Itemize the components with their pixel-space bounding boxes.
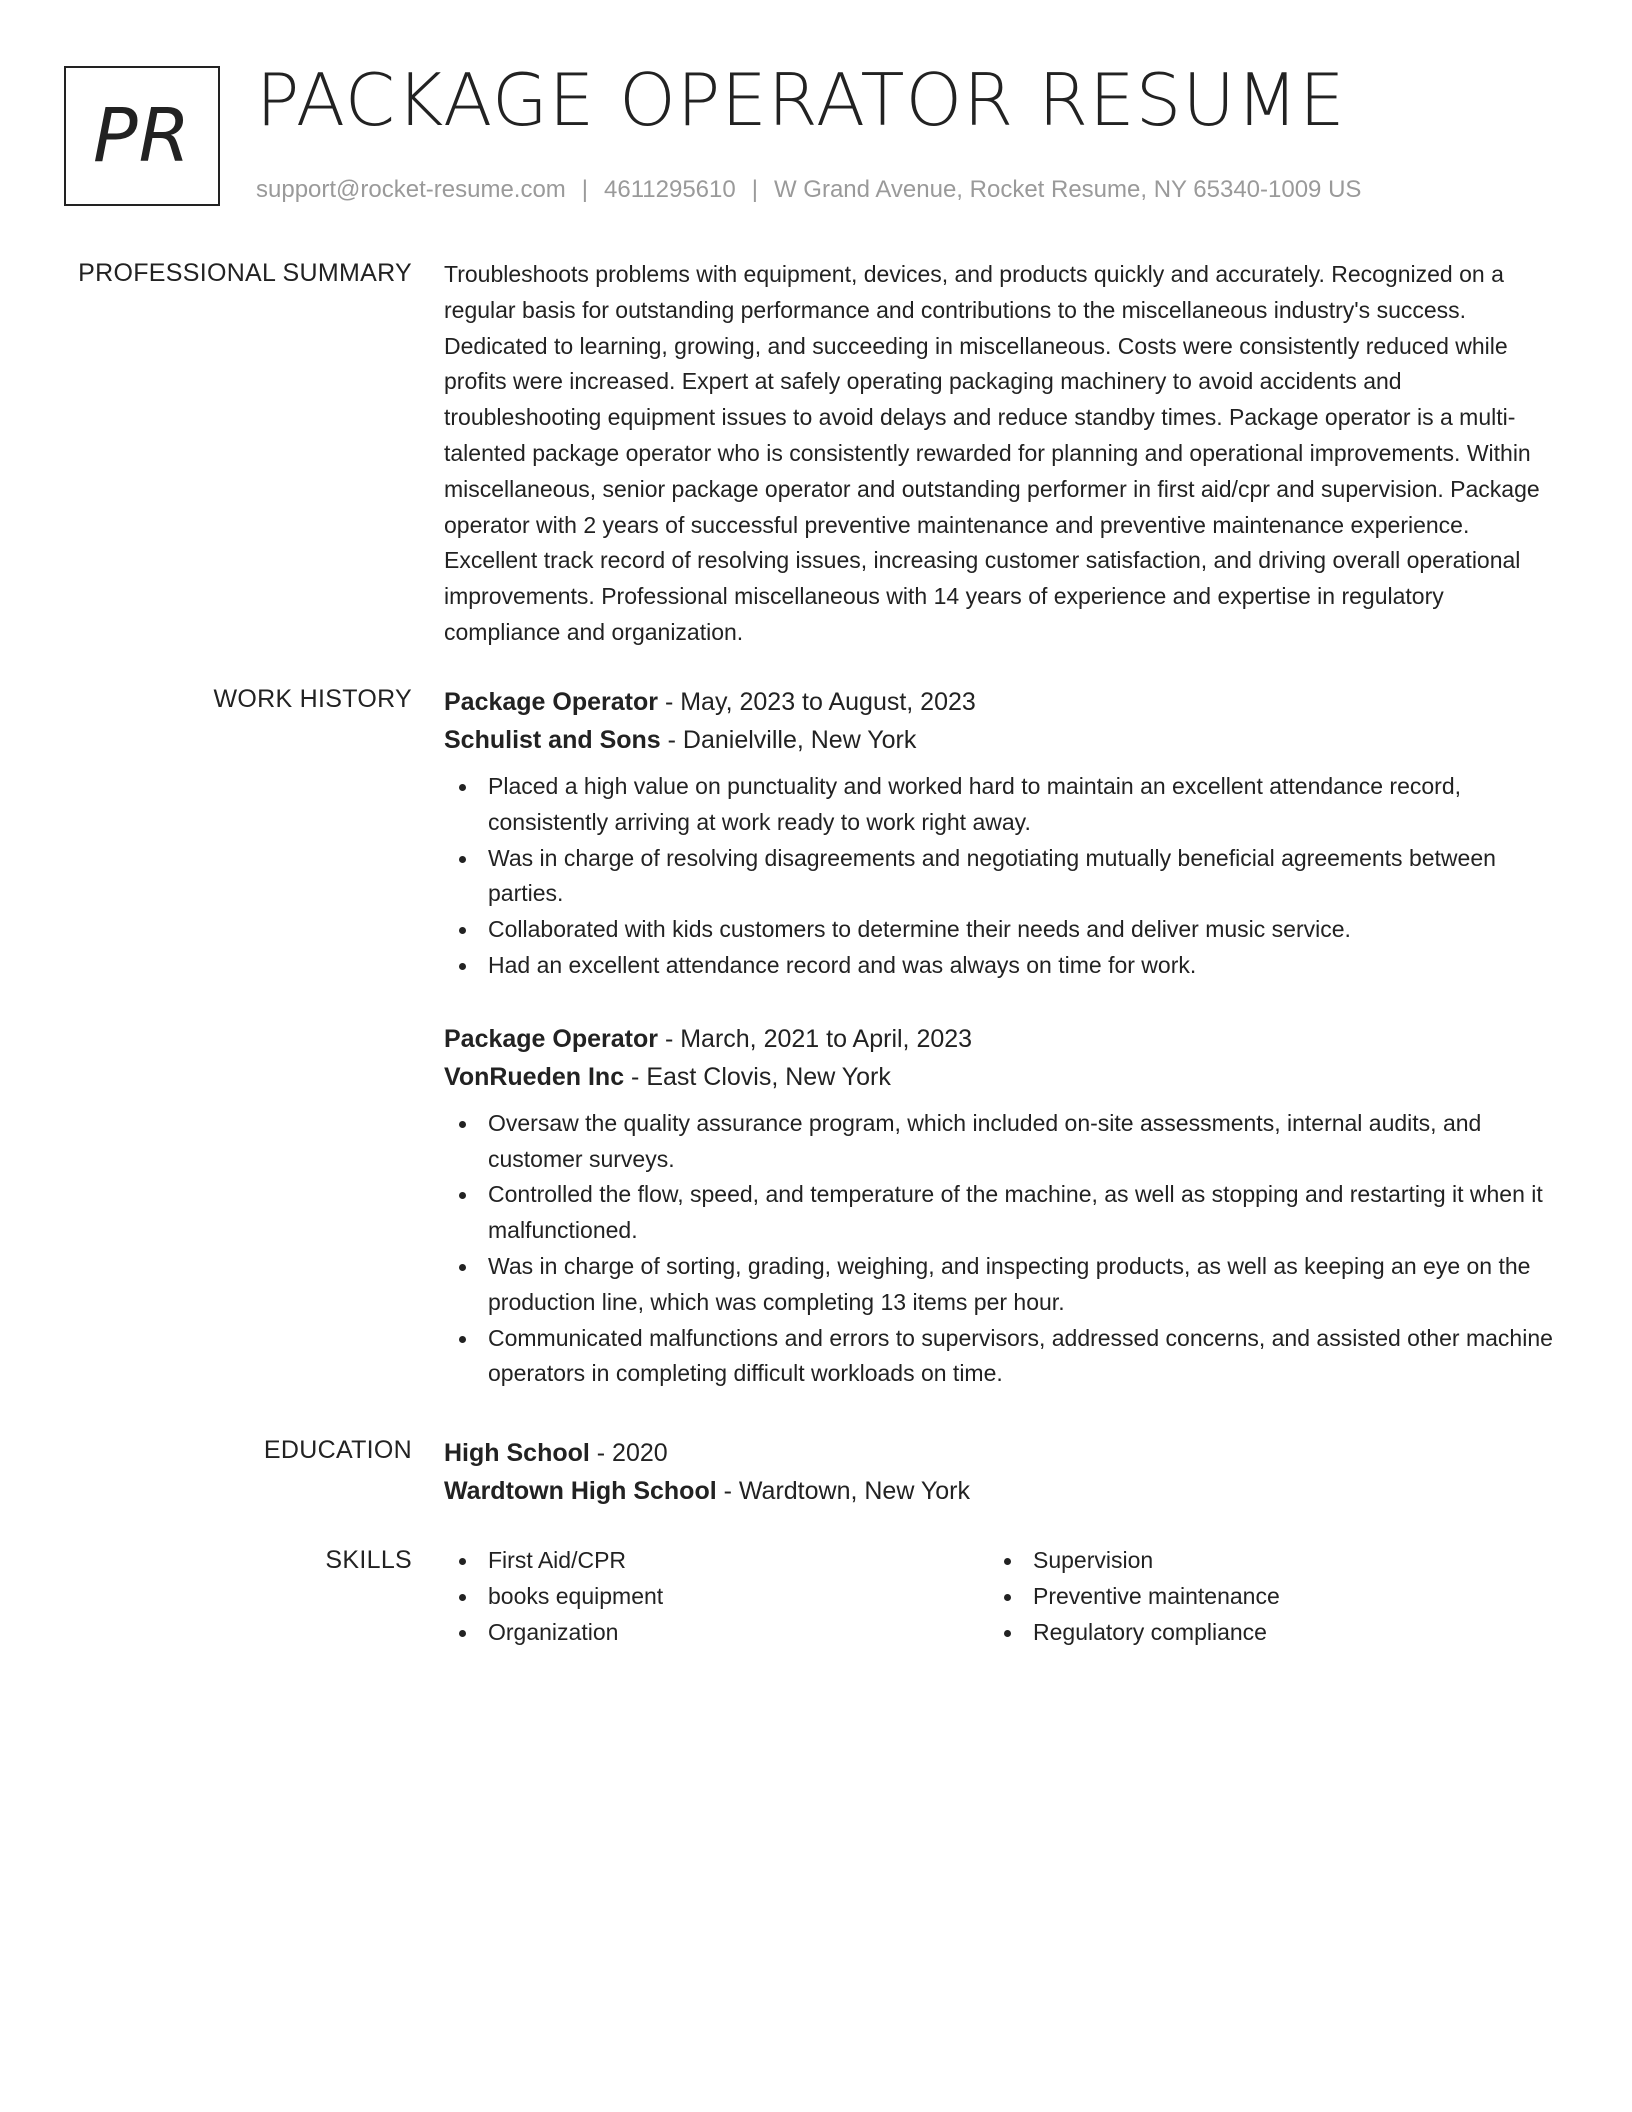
skills-body xyxy=(444,1543,1558,1650)
job-title: Package Operator xyxy=(444,1024,658,1053)
skill-item: Supervision xyxy=(989,1543,1534,1579)
skill-item: books equipment xyxy=(444,1579,989,1615)
monogram-box xyxy=(64,66,220,206)
job-bullet: Controlled the flow, speed, and temperature of the machine, as well as stopping and restarting it when it malfunctioned. xyxy=(444,1177,1558,1249)
skill-item: Organization xyxy=(444,1615,989,1651)
job-title-line xyxy=(444,1020,1558,1058)
contact-address: W Grand Avenue, Rocket Resume, NY 65340-1009 US xyxy=(773,176,1362,203)
job-location: - Danielville, New York xyxy=(660,726,917,754)
job-bullet: Had an excellent attendance record and was always on time for work. xyxy=(444,948,1558,984)
contact-separator: | xyxy=(581,176,589,203)
skill-item: Regulatory compliance xyxy=(989,1615,1534,1651)
education-label: EDUCATION xyxy=(263,1436,412,1464)
skills-list-left xyxy=(444,1543,989,1650)
monogram-initials: PR xyxy=(92,93,192,179)
job-company: Schulist and Sons xyxy=(444,726,661,754)
contact-separator: | xyxy=(751,176,758,203)
job-entry xyxy=(444,1020,1558,1392)
contact-phone: 4611295610 xyxy=(604,176,736,203)
job-dates: - May, 2023 to August, 2023 xyxy=(658,688,976,716)
resume-title: PACKAGE OPERATOR RESUME xyxy=(256,58,1346,142)
education-body xyxy=(444,1434,1558,1510)
job-bullet: Communicated malfunctions and errors to supervisors, addressed concerns, and assisted other machine operators in completing difficult workloads on time. xyxy=(444,1321,1558,1393)
job-bullet: Oversaw the quality assurance program, which included on-site assessments, internal audits, and customer surveys. xyxy=(444,1106,1558,1178)
job-bullet: Collaborated with kids customers to determine their needs and deliver music service. xyxy=(444,912,1558,948)
education-school-line xyxy=(444,1472,1558,1510)
summary-label: PROFESSIONAL SUMMARY xyxy=(78,259,412,287)
education-degree-line xyxy=(444,1434,1558,1472)
job-dates: - March, 2021 to April, 2023 xyxy=(658,1024,973,1053)
job-entry xyxy=(444,683,1558,984)
job-bullets xyxy=(444,1106,1558,1392)
summary-body xyxy=(444,257,1558,651)
summary-text: Troubleshoots problems with equipment, devices, and products quickly and accurately. Recognized on a regular basis for outstanding performance and contributions to the miscellaneous industry's success. Dedicated to learning, growing, and succeeding in miscellaneous. Costs were consistently reduced while profits were increased. Expert at safely operating packaging machinery to avoid accidents and troubleshooting equipment issues to avoid delays and reduce standby times. Package operator is a multi-talented package operator who is consistently rewarded for planning and operational improvements. Within miscellaneous, senior package operator and outstanding performer in first aid/cpr and supervision. Package operator with 2 years of successful preventive maintenance and preventive maintenance experience. Excellent track record of resolving issues, increasing customer satisfaction, and driving overall operational improvements. Professional miscellaneous with 14 years of experience and expertise in regulatory compliance and organization. xyxy=(444,261,1540,645)
education-school: Wardtown High School xyxy=(444,1477,717,1505)
work-history-body xyxy=(444,683,1558,1392)
skills-list-right xyxy=(989,1543,1534,1650)
job-company: VonRueden Inc xyxy=(444,1062,625,1091)
work-history-label: WORK HISTORY xyxy=(213,685,412,713)
contact-email: support@rocket-resume.com xyxy=(256,176,566,203)
education-degree: High School xyxy=(444,1439,590,1467)
education-year: - 2020 xyxy=(589,1439,668,1467)
skill-item: Preventive maintenance xyxy=(989,1579,1534,1615)
job-bullets xyxy=(444,769,1558,984)
education-location: - Wardtown, New York xyxy=(716,1477,970,1505)
job-bullet: Was in charge of resolving disagreements and negotiating mutually beneficial agreements between parties. xyxy=(444,841,1558,913)
job-title-line xyxy=(444,683,1558,721)
job-location: - East Clovis, New York xyxy=(624,1062,891,1091)
job-bullet: Was in charge of sorting, grading, weighing, and inspecting products, as well as keeping an eye on the production line, which was completing 13 items per hour. xyxy=(444,1249,1558,1321)
skill-item: First Aid/CPR xyxy=(444,1543,989,1579)
skills-grid xyxy=(444,1543,1558,1650)
contact-line xyxy=(256,174,1361,206)
skills-label: SKILLS xyxy=(325,1546,412,1574)
job-title: Package Operator xyxy=(444,688,658,716)
job-company-line xyxy=(444,1058,1558,1096)
job-company-line xyxy=(444,721,1558,759)
job-bullet: Placed a high value on punctuality and worked hard to maintain an excellent attendance record, consistently arriving at work ready to work right away. xyxy=(444,769,1558,841)
